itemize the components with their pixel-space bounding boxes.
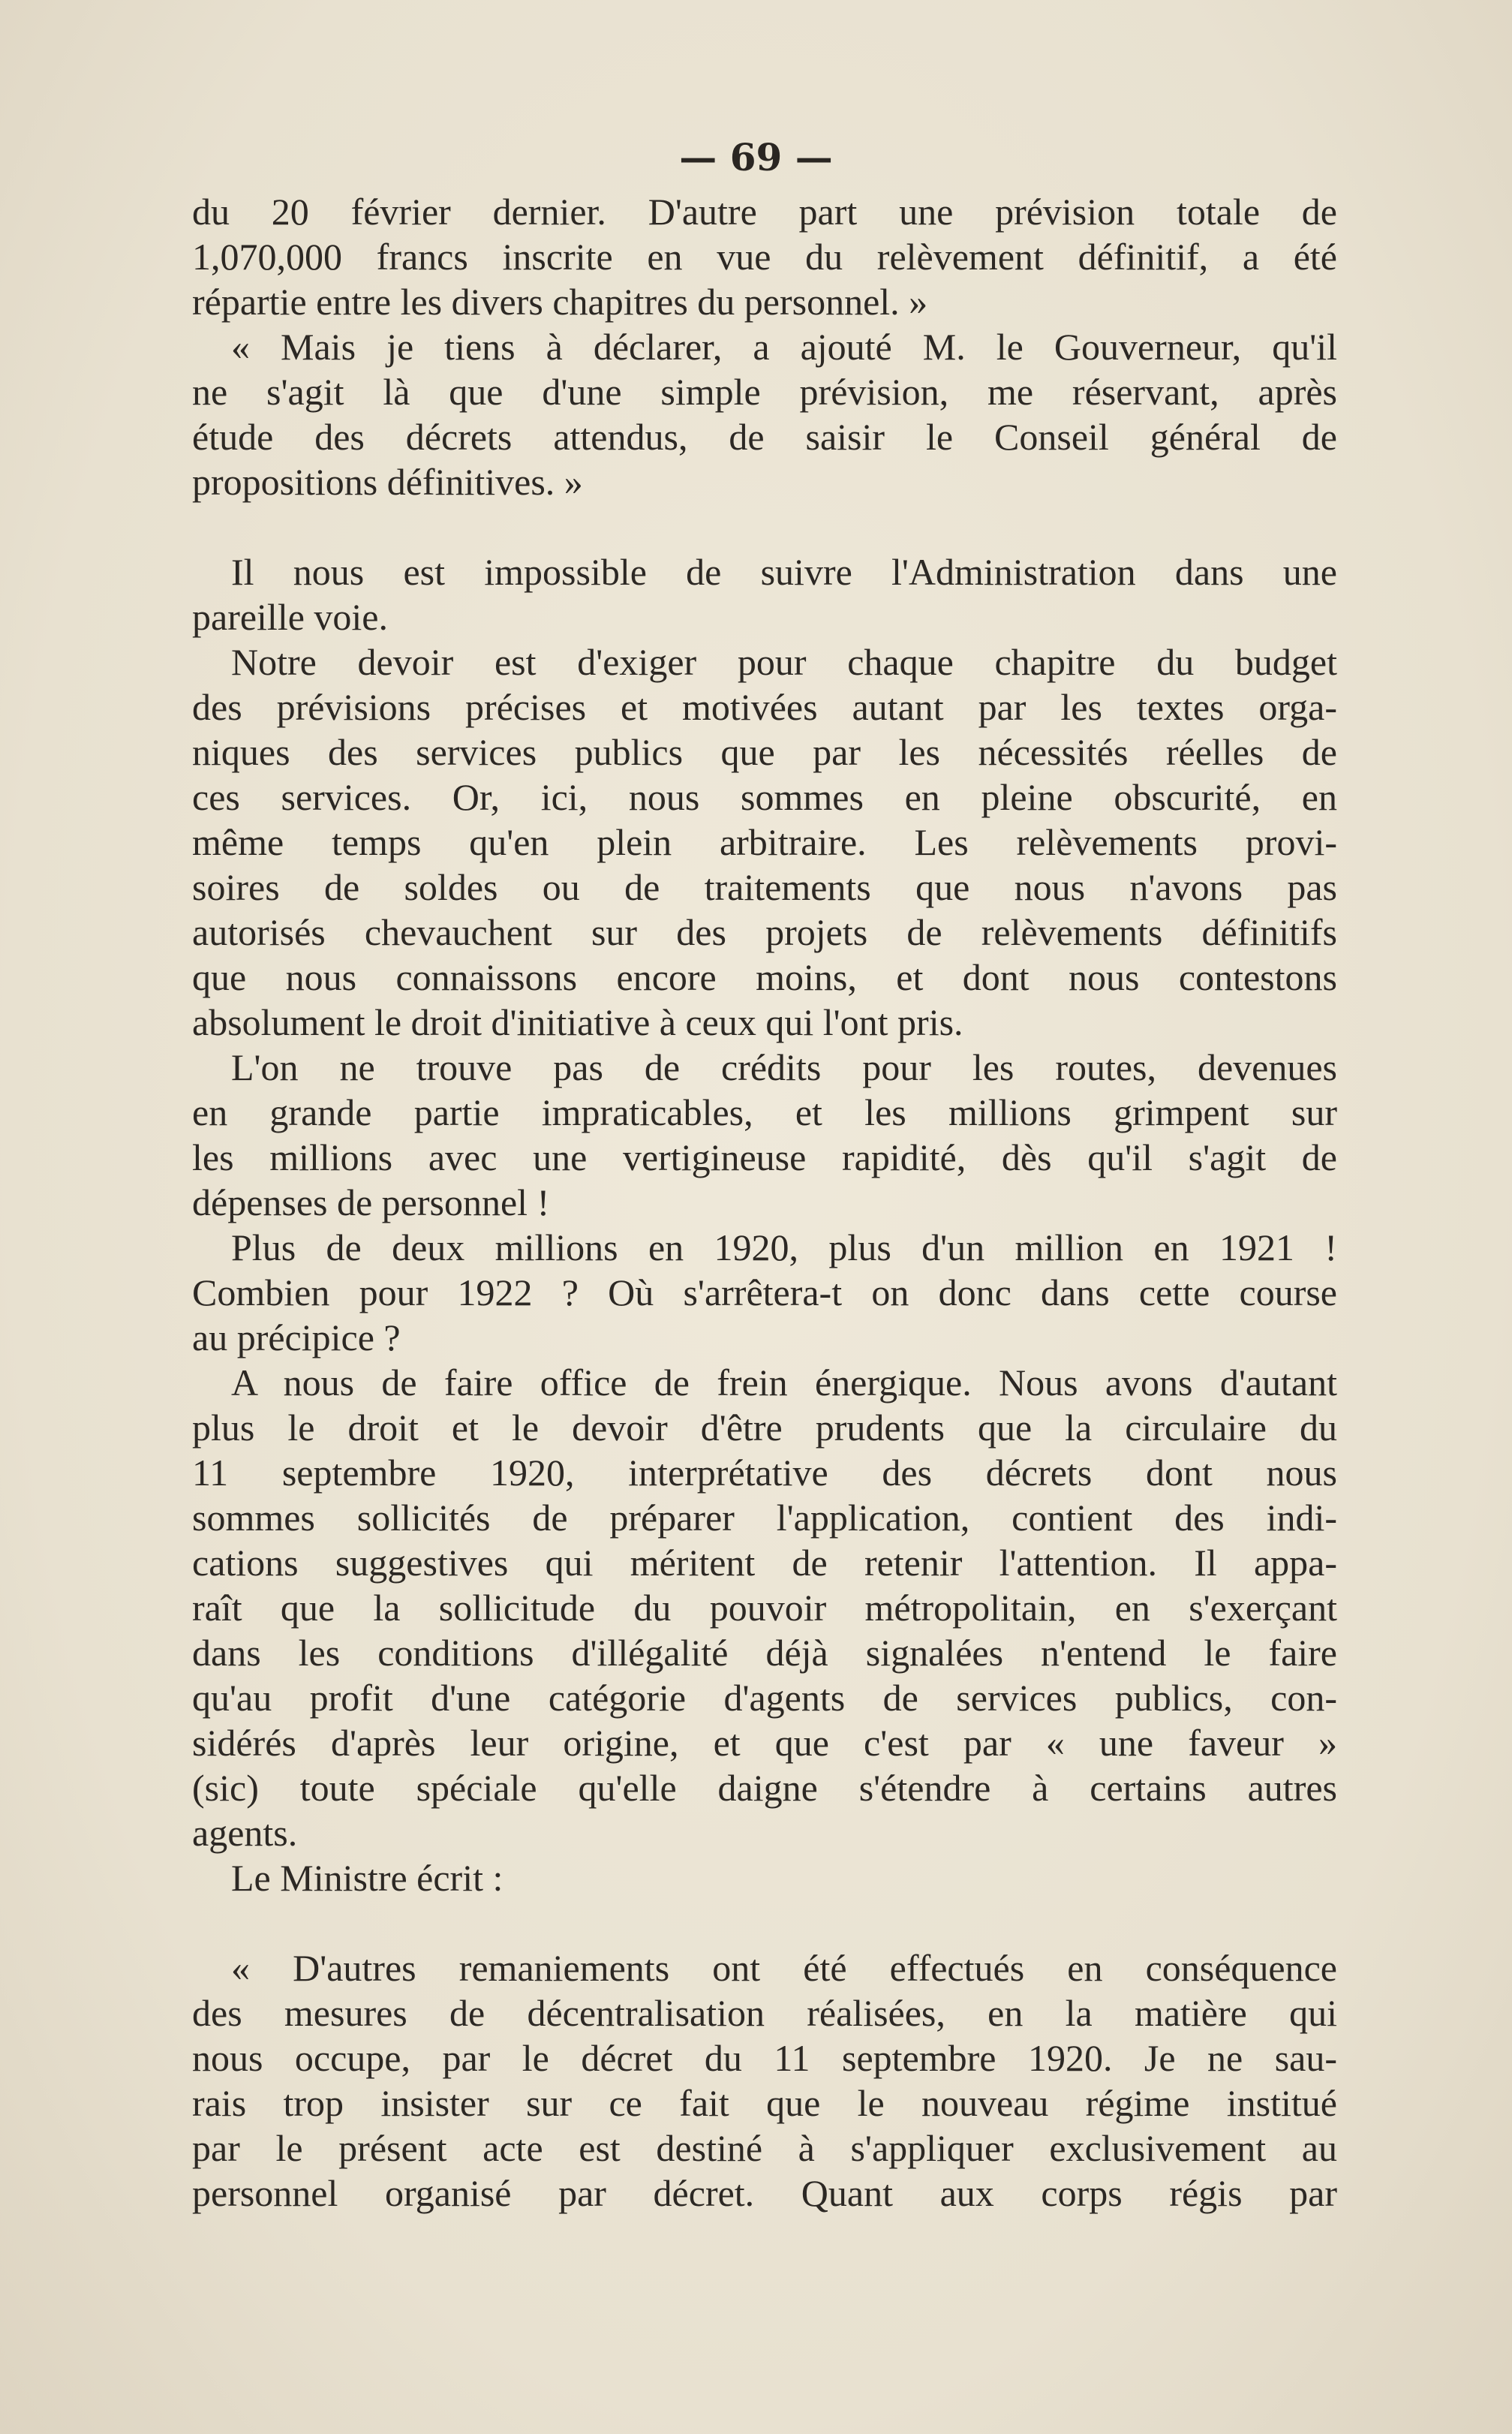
text-line: ces services. Or, ici, nous sommes en pleine obscurité, en xyxy=(192,776,1337,818)
paragraph xyxy=(192,1045,1337,1225)
text-line: que nous connaissons encore moins, et dont nous contestons xyxy=(192,956,1337,998)
text-line: raît que la sollicitude du pouvoir métropolitain, en s'exerçant xyxy=(192,1587,1337,1629)
text-line: dans les conditions d'illégalité déjà signalées n'entend le faire xyxy=(192,1632,1337,1674)
text-line: dépenses de personnel ! xyxy=(192,1181,550,1223)
text-line: étude des décrets attendus, de saisir le Conseil général de xyxy=(192,416,1337,458)
text-line: nous occupe, par le décret du 11 septembre 1920. Je ne sau- xyxy=(192,2037,1337,2079)
text-line: 11 septembre 1920, interprétative des décrets dont nous xyxy=(192,1452,1337,1494)
text-line: absolument le droit d'initiative à ceux qui l'ont pris. xyxy=(192,1001,963,1043)
text-line: des prévisions précises et motivées autant par les textes orga- xyxy=(192,686,1337,728)
text-line: Le Ministre écrit : xyxy=(231,1857,503,1899)
paragraph xyxy=(192,324,1337,504)
paragraph xyxy=(192,1360,1337,1855)
text-line: agents. xyxy=(192,1812,298,1854)
paragraph-gap xyxy=(192,504,1337,549)
text-line: personnel organisé par décret. Quant aux corps régis par xyxy=(192,2172,1337,2214)
text-line: sidérés d'après leur origine, et que c'est par « une faveur » xyxy=(192,1722,1337,1764)
text-line: pareille voie. xyxy=(192,596,388,638)
text-line: qu'au profit d'une catégorie d'agents de services publics, con- xyxy=(192,1677,1337,1719)
text-line: niques des services publics que par les nécessités réelles de xyxy=(192,731,1337,773)
text-line: « Mais je tiens à déclarer, a ajouté M. le Gouverneur, qu'il xyxy=(231,326,1337,368)
text-line: autorisés chevauchent sur des projets de relèvements définitifs xyxy=(192,911,1337,953)
text-line: répartie entre les divers chapitres du personnel. » xyxy=(192,281,928,323)
text-line: Plus de deux millions en 1920, plus d'un million en 1921 ! xyxy=(231,1226,1337,1268)
paragraph-gap xyxy=(192,1900,1337,1945)
text-line: A nous de faire office de frein énergique. Nous avons d'autant xyxy=(231,1361,1337,1404)
text-line: rais trop insister sur ce fait que le nouveau régime institué xyxy=(192,2082,1337,2124)
text-line: cations suggestives qui méritent de retenir l'attention. Il appa- xyxy=(192,1542,1337,1584)
text-line: du 20 février dernier. D'autre part une prévision totale de xyxy=(192,191,1337,233)
text-line: « D'autres remaniements ont été effectués en conséquence xyxy=(231,1947,1337,1989)
text-line: sommes sollicités de préparer l'application, contient des indi- xyxy=(192,1497,1337,1539)
text-line: même temps qu'en plein arbitraire. Les relèvements provi- xyxy=(192,821,1337,863)
text-line: par le présent acte est destiné à s'appliquer exclusivement au xyxy=(192,2127,1337,2169)
text-line: L'on ne trouve pas de crédits pour les routes, devenues xyxy=(231,1046,1337,1088)
text-line: 1,070,000 francs inscrite en vue du relèvement définitif, a été xyxy=(192,236,1337,278)
text-line: Il nous est impossible de suivre l'Administration dans une xyxy=(231,551,1337,593)
text-line: Combien pour 1922 ? Où s'arrêtera-t on donc dans cette course xyxy=(192,1271,1337,1313)
text-line: plus le droit et le devoir d'être prudents que la circulaire du xyxy=(192,1407,1337,1449)
paragraph xyxy=(192,639,1337,1045)
paragraph xyxy=(192,1945,1337,2216)
text-line: ne s'agit là que d'une simple prévision, me réservant, après xyxy=(192,371,1337,413)
page-number: — 69 — xyxy=(679,135,833,179)
paragraph xyxy=(192,549,1337,639)
body-text xyxy=(192,189,1337,2216)
text-line: en grande partie impraticables, et les millions grimpent sur xyxy=(192,1091,1337,1133)
paragraph xyxy=(192,1225,1337,1360)
text-line: (sic) toute spéciale qu'elle daigne s'étendre à certains autres xyxy=(192,1767,1337,1809)
text-line: des mesures de décentralisation réalisées, en la matière qui xyxy=(192,1992,1337,2034)
paragraph xyxy=(192,1855,1337,1900)
text-line: propositions définitives. » xyxy=(192,461,583,503)
text-line: au précipice ? xyxy=(192,1316,401,1358)
text-line: les millions avec une vertigineuse rapidité, dès qu'il s'agit de xyxy=(192,1136,1337,1178)
text-line: soires de soldes ou de traitements que nous n'avons pas xyxy=(192,866,1337,908)
paragraph xyxy=(192,189,1337,324)
text-line: Notre devoir est d'exiger pour chaque chapitre du budget xyxy=(231,641,1337,683)
